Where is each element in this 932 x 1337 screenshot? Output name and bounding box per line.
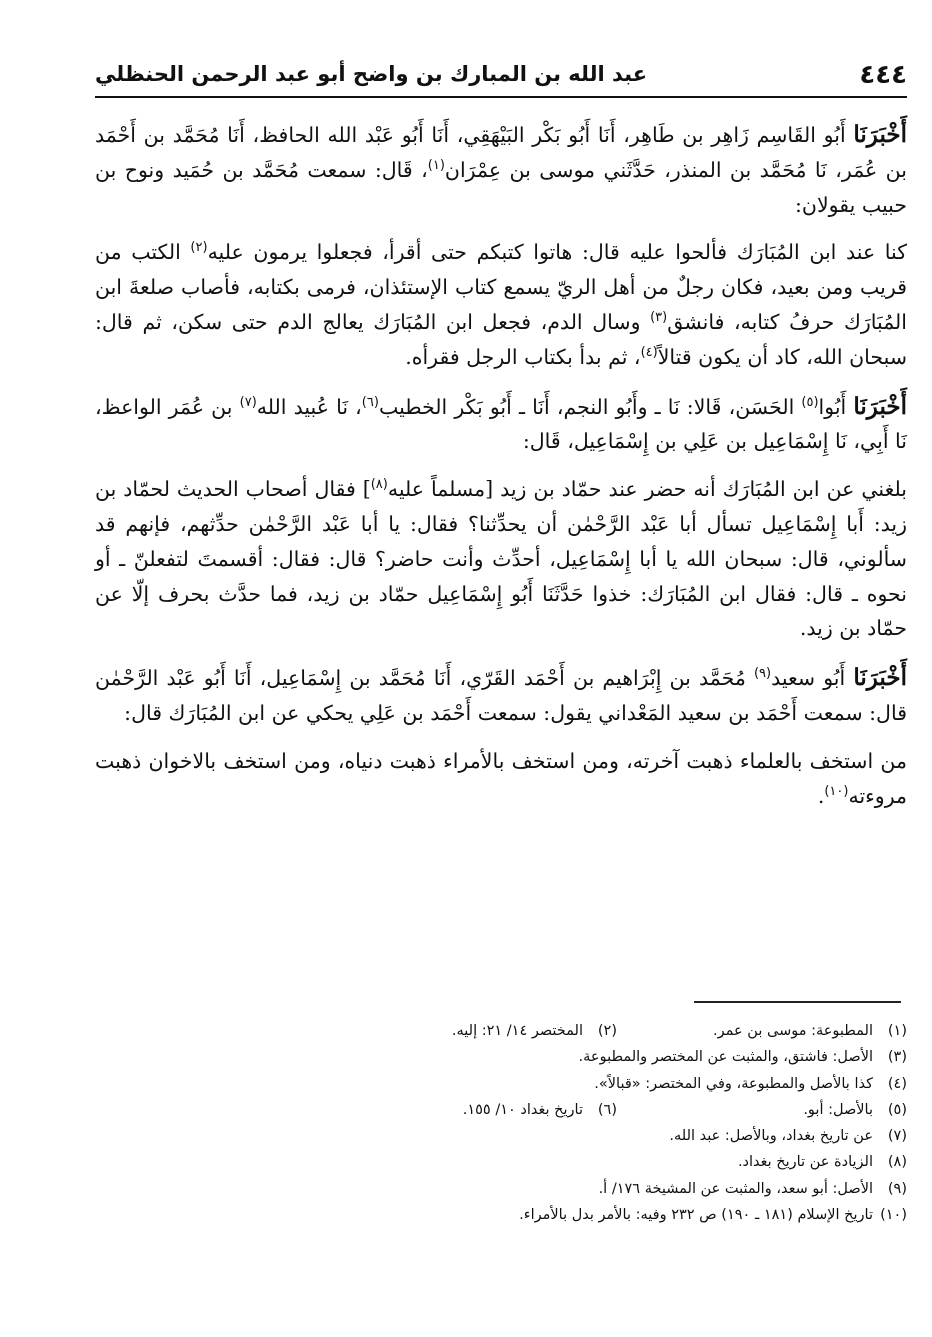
footnote-row: [395, 1018, 907, 1044]
footnote-row: [395, 1071, 907, 1097]
footnote-row: [395, 1097, 907, 1123]
paragraph-text: ، قَال: سمعت مُحَمَّد بن حُمَيد ونوح بن حبيب يقولان:: [95, 157, 907, 217]
footnote-reference: (٩): [753, 666, 772, 682]
footnote-text: المختصر ١٤/ ٢١: إليه.: [451, 1023, 583, 1039]
footnote-reference: (٣): [650, 310, 668, 326]
footnote-number: (٨): [887, 1154, 907, 1171]
paragraph-text: أَبُو سعيد: [771, 666, 854, 691]
footnote-text: الأصل: أبو سعد، والمثبت عن المشيخة ١٧٦/ أ.: [598, 1180, 873, 1197]
footnote-number: (٣): [887, 1049, 907, 1066]
footnote-text: كذا بالأصل والمطبوعة، وفي المختصر: «قبالاً».: [594, 1075, 873, 1092]
footnote-reference: (٦): [361, 394, 379, 410]
footnote-row: [395, 1176, 907, 1202]
footnote: [617, 1018, 907, 1044]
footnote-text: الزيادة عن تاريخ بغداد.: [737, 1154, 873, 1171]
page-header: [95, 58, 907, 98]
paragraph: [95, 118, 907, 222]
paragraph: [95, 235, 907, 374]
footnotes: [395, 1018, 907, 1228]
paragraph-text: .: [817, 783, 825, 808]
footnote-row: [395, 1202, 907, 1228]
paragraph-text: مُحَمَّد بن إِبْرَاهيم بن أَحْمَد القَرّي، أَنَا مُحَمَّد بن إِسْمَاعِيل، أَنَا أَبُو عَبْد الرَّحْمٰن قال: سمعت أَحْمَد بن سعيد المَعْداني يقول: سمعت أَحْمَد بن عَلِي يحكي عن ابن المُبَارَك قال:: [95, 666, 907, 725]
footnote-number: (٢): [597, 1023, 617, 1039]
footnote-text: المطبوعة: موسى بن عمر.: [713, 1023, 873, 1039]
footnote: [452, 1018, 617, 1044]
paragraph-text: وسال الدم، فجعل ابن المُبَارَك يعالج الدم حتى سكن، ثم قال: سبحان الله، كاد أن يكون قتالاً: [95, 309, 907, 369]
page-number: ٤٤٤: [859, 60, 907, 90]
paragraph: [95, 472, 907, 646]
paragraph-text: من استخف بالعلماء ذهبت آخرته، ومن استخف بالأمراء ذهبت دنياه، ومن استخف بالاخوان ذهبت مروءته: [95, 748, 907, 808]
footnote-number: (٧): [887, 1128, 907, 1145]
isnad-lead-word: أَخْبَرَنَا: [853, 664, 907, 692]
footnote-reference: (٧): [239, 394, 257, 410]
paragraph-text: ، نَا عُبيد الله: [256, 394, 362, 419]
footnote: [594, 1071, 907, 1097]
footnote-text: بالأصل: أبو.: [803, 1101, 873, 1118]
footnote-number: (٥): [887, 1101, 907, 1118]
footnote: [519, 1202, 907, 1228]
footnote-reference: (١٠): [824, 783, 849, 799]
header-rule: [95, 96, 907, 98]
paragraph-text: ، ثم بدأ بكتاب الرجل فقرأه.: [405, 344, 641, 369]
footnote: [738, 1149, 907, 1175]
paragraph: [95, 661, 907, 731]
footnote-number: (٩): [887, 1180, 907, 1197]
footnote-number: (١٠): [880, 1207, 907, 1224]
isnad-lead-word: أَخْبَرَنَا: [853, 392, 907, 420]
footnote-row: [395, 1044, 907, 1070]
footnote-text: تاريخ بغداد ١٠/ ١٥٥.: [462, 1101, 583, 1118]
paragraph: [95, 390, 907, 460]
paragraph-text: الحَسَن، قَالا: نَا ـ وأَبُو النجم، أَنَا ـ أَبُو بَكْر الخطيب: [378, 394, 802, 419]
footnote-reference: (١): [427, 157, 445, 173]
footnote-number: (١): [887, 1023, 907, 1039]
paragraph-text: ] فقال أصحاب الحديث لحمّاد بن زيد: أَبا إِسْمَاعِيل تسأل أبا عَبْد الرَّحْمٰن أن يحدِّثنا؟ فقال: يا أبا عَبْد الرَّحْمٰن حدِّثهم، فإنهم قد سألوني، قال: سبحان الله يا أبا إِسْمَاعِيل، أحدِّث وأنت حاضر؟ قال: فقال: أقسمتَ لتفعلنّ ـ أو نحوه ـ قال: فقال ابن المُبَارَك: خذوا حَدَّثَنَا أَبُو إِسْمَاعِيل حمّاد بن زيد، فما حدَّث بحرف إلّا عن حمّاد بن زيد.: [95, 477, 907, 641]
paragraph-text: كنا عند ابن المُبَارَك فألحوا عليه قال: هاتوا كتبكم حتى أقرأ، فجعلوا يرمون عليه: [207, 240, 907, 265]
paragraph-text: بن عُمَر الواعظ، نَا أَبِي، نَا إِسْمَاعِيل بن عَلِي بن إِسْمَاعِيل، قَال:: [95, 394, 907, 454]
footnote-reference: (٥): [801, 394, 819, 410]
footnote-reference: (٢): [190, 240, 208, 256]
paragraph-text: أَبُو القَاسِم زَاهِر بن طَاهِر، أَنَا أَبُو بَكْر البَيْهَقِي، أَنَا أَبُو عَبْد الله الحافظ، أَنَا مُحَمَّد بن أَحْمَد بن عُمَر، نَا مُحَمَّد بن المنذر، حَدَّثَني موسى بن عِمْرَان: [95, 123, 907, 182]
footnote: [599, 1176, 907, 1202]
footnote-text: عن تاريخ بغداد، وبالأصل: عبد الله.: [669, 1128, 873, 1145]
running-title: عبد الله بن المبارك بن واضح أبو عبد الرحمن الحنظلي: [95, 62, 648, 86]
footnote-row: [395, 1149, 907, 1175]
footnote: [463, 1097, 617, 1123]
footnote-reference: (٨): [370, 477, 388, 493]
paragraph: [95, 744, 907, 814]
isnad-lead-word: أَخْبَرَنَا: [853, 121, 907, 148]
footnote-text: تاريخ الإسلام (١٨١ ـ ١٩٠) ص ٢٣٢ وفيه: بالأمر بدل بالأمراء.: [519, 1207, 873, 1224]
footnote-text: الأصل: فاشتق، والمثبت عن المختصر والمطبوعة.: [578, 1049, 873, 1066]
footnote-number: (٤): [887, 1075, 907, 1092]
footnote: [617, 1097, 907, 1123]
paragraph-text: أَبُوا: [818, 394, 854, 419]
footnote-reference: (٤): [640, 344, 658, 360]
footnote-number: (٦): [597, 1101, 617, 1118]
footnote: [669, 1123, 907, 1149]
paragraph-text: بلغني عن ابن المُبَارَك أنه حضر عند حمّاد بن زيد [مسلماً عليه: [387, 477, 908, 502]
footnote-separator: [694, 1001, 901, 1003]
paragraph-text: الكتب من قريب ومن بعيد، فكان رجلٌ من أهل الريّ يسمع كتاب الإستئذان، فرمى بكتابه، فأصاب صلعةَ ابن المُبَارَك حرفُ كتابه، فانشق: [95, 240, 907, 334]
footnote-row: [395, 1123, 907, 1149]
main-text: [95, 118, 907, 828]
footnote: [579, 1044, 907, 1070]
